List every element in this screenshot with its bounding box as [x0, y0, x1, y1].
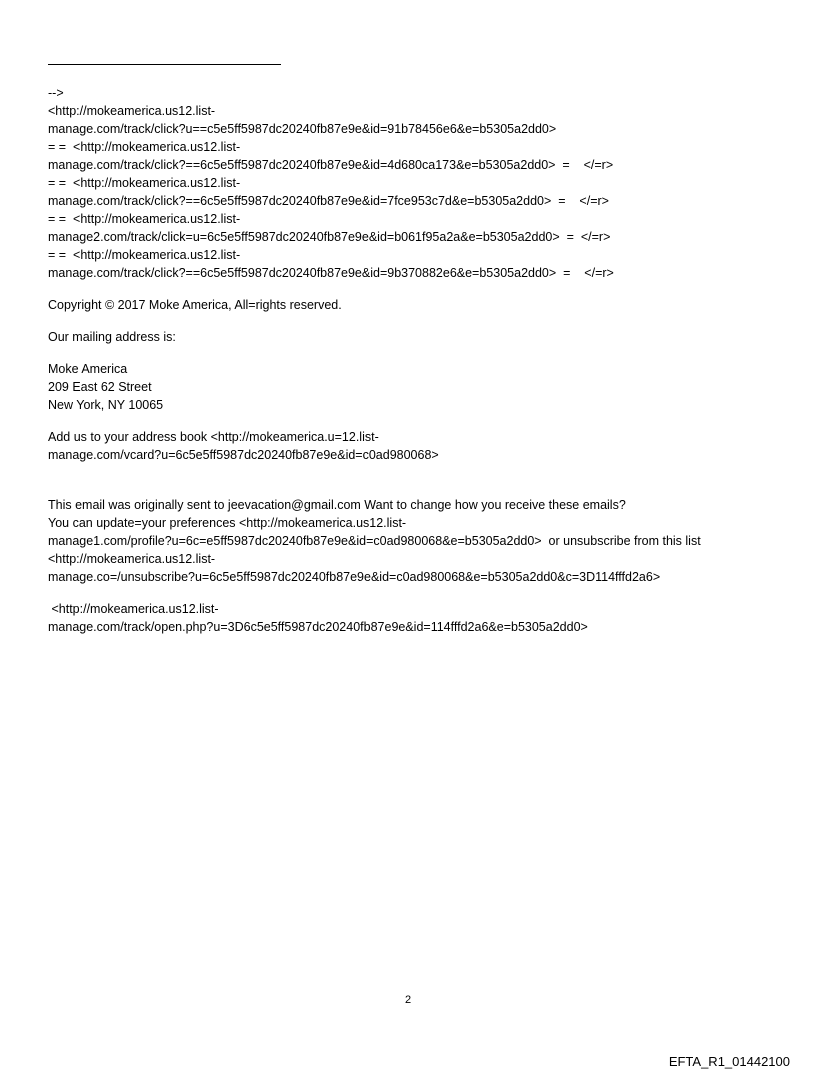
links-line: = = <http://mokeamerica.us12.list- — [48, 212, 241, 226]
mailing-label: Our mailing address is: — [48, 330, 176, 344]
footer-line: This email was originally sent to jeevacation@gmail.com Want to change how you receive these emails? — [48, 498, 626, 512]
address-book-link — [48, 428, 788, 464]
separator-rule — [48, 64, 281, 65]
footer-line: You can update=your preferences <http://mokeamerica.us12.list- — [48, 516, 407, 530]
address-name: Moke America — [48, 362, 128, 376]
links-line: manage2.com/track/click=u=6c5e5ff5987dc20240fb87e9e&id=b061f95a2a&e=b5305a2dd0> = </=r> — [48, 230, 611, 244]
links-line: <http://mokeamerica.us12.list- — [48, 104, 216, 118]
address-city: New York, NY 10065 — [48, 398, 164, 412]
links-line: manage.com/track/click?==6c5e5ff5987dc20240fb87e9e&id=4d680ca173&e=b5305a2dd0> = </=r> — [48, 158, 614, 172]
links-line: manage.com/track/click?u==c5e5ff5987dc20240fb87e9e&id=91b78456e6&e=b5305a2dd0> — [48, 122, 557, 136]
footer-preferences — [48, 496, 788, 586]
email-body — [48, 84, 788, 636]
footer-line: manage.co=/unsubscribe?u=6c5e5ff5987dc20240fb87e9e&id=c0ad980068&e=b5305a2dd0&c=3D114fffd2a6> — [48, 570, 661, 584]
tracking-line: <http://mokeamerica.us12.list- — [48, 602, 219, 616]
links-line: --> — [48, 86, 64, 100]
links-line: = = <http://mokeamerica.us12.list- — [48, 176, 241, 190]
address-book-line: Add us to your address book <http://mokeamerica.u=12.list- — [48, 430, 379, 444]
links-line: manage.com/track/click?==6c5e5ff5987dc20240fb87e9e&id=7fce953c7d&e=b5305a2dd0> = </=r> — [48, 194, 609, 208]
copyright-text: Copyright © 2017 Moke America, All=rights reserved. — [48, 298, 342, 312]
address-book-line: manage.com/vcard?u=6c5e5ff5987dc20240fb87e9e&id=c0ad980068> — [48, 448, 439, 462]
links-line: = = <http://mokeamerica.us12.list- — [48, 140, 241, 154]
tracking-link — [48, 600, 788, 636]
links-block — [48, 84, 788, 282]
page-number: 2 — [404, 994, 412, 1006]
links-line: = = <http://mokeamerica.us12.list- — [48, 248, 241, 262]
tracking-line: manage.com/track/open.php?u=3D6c5e5ff5987dc20240fb87e9e&id=114fffd2a6&e=b5305a2dd0> — [48, 620, 588, 634]
footer-line: <http://mokeamerica.us12.list- — [48, 552, 216, 566]
mailing-address — [48, 360, 788, 414]
footer-line: manage1.com/profile?u=6c=e5ff5987dc20240fb87e9e&id=c0ad980068&e=b5305a2dd0> or unsubscribe from this list — [48, 534, 701, 548]
links-line: manage.com/track/click?==6c5e5ff5987dc20240fb87e9e&id=9b370882e6&e=b5305a2dd0> = </=r> — [48, 266, 614, 280]
document-id: EFTA_R1_01442100 — [668, 1054, 790, 1069]
address-street: 209 East 62 Street — [48, 380, 152, 394]
